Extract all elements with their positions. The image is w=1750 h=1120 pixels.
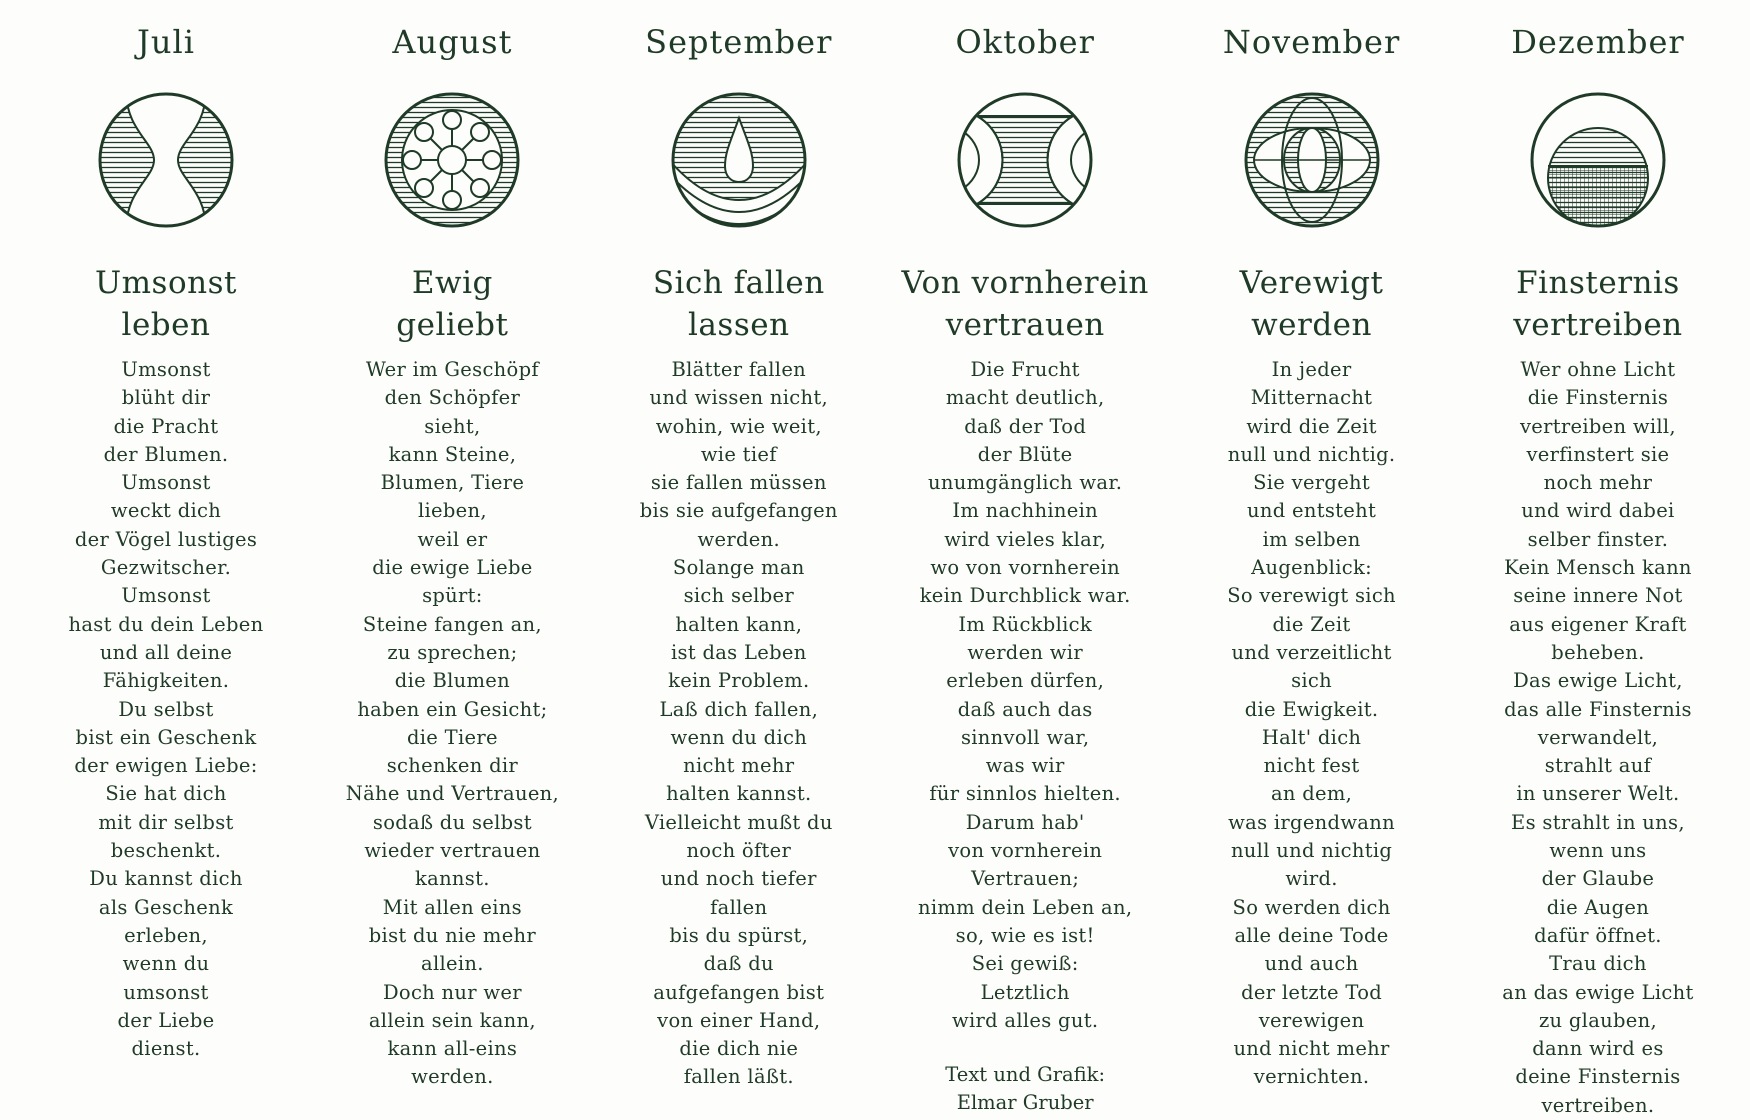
title-line: Umsonst (95, 265, 237, 301)
poem-line: kein Problem. (668, 669, 810, 693)
poem-line: fallen läßt. (683, 1065, 794, 1089)
poem-line: halten kann, (675, 612, 803, 636)
poem-line: die Tiere (406, 725, 498, 749)
poem-line: als Geschenk (98, 895, 234, 919)
poem-line: Halt' dich (1261, 725, 1362, 749)
poem-title (902, 262, 1149, 346)
poem-line: sinnvoll war, (960, 725, 1090, 749)
poem-line: Im nachhinein (952, 499, 1098, 523)
poem-line: wenn du dich (670, 725, 808, 749)
poem-line: weil er (417, 527, 488, 551)
poem-line: erleben dürfen, (946, 669, 1105, 693)
column-dezember (1468, 0, 1728, 1117)
poem-line: die Blumen (394, 669, 510, 693)
poem-line: hast du dein Leben (68, 612, 264, 636)
poem-line: zu sprechen; (387, 640, 518, 664)
poem-line: und wissen nicht, (649, 386, 828, 410)
poem-line: was wir (985, 754, 1065, 778)
poem-line: Sei gewiß: (971, 952, 1079, 976)
title-line: Ewig (411, 265, 493, 301)
poem-line: Es strahlt in uns, (1511, 810, 1685, 834)
title-line: leben (121, 307, 211, 343)
month-heading: Oktober (955, 23, 1095, 61)
poem-text (1227, 356, 1396, 1092)
poem-line: kein Durchblick war. (919, 584, 1131, 608)
poem-text (346, 356, 559, 1092)
poem-line: Wer ohne Licht (1520, 358, 1676, 381)
poem-line: der letzte Tod (1241, 980, 1383, 1004)
poem-line: der ewigen Liebe: (74, 754, 258, 778)
poem-line: wird die Zeit (1246, 414, 1377, 438)
poem-line: So werden dich (1232, 895, 1391, 919)
poem-line: In jeder (1271, 358, 1352, 381)
poem-line: und verzeitlicht (1231, 640, 1392, 664)
poem-line: nicht fest (1263, 754, 1360, 778)
poem-line: kann all-eins (387, 1037, 518, 1061)
poem-line: nimm dein Leben an, (917, 895, 1133, 919)
poem-line: und all deine (99, 640, 233, 664)
poem-line: die Pracht (113, 414, 219, 438)
credit-note (945, 1061, 1105, 1118)
poem-line: deine Finsternis (1515, 1065, 1681, 1089)
poem-line: fallen (710, 895, 768, 919)
poem-line: und nicht mehr (1233, 1037, 1390, 1061)
poem-line: der Liebe (117, 1008, 215, 1032)
poem-line: haben ein Gesicht; (357, 697, 548, 721)
poem-line: daß der Tod (964, 414, 1087, 438)
poem-line: wie tief (700, 442, 777, 466)
poem-line: noch mehr (1543, 471, 1653, 495)
poem-line: an dem, (1270, 782, 1353, 806)
poem-line: dienst. (131, 1037, 201, 1061)
poem-line: bist ein Geschenk (75, 725, 257, 749)
poem-title (653, 262, 825, 346)
poem-line: mit dir selbst (98, 810, 234, 834)
poem-line: und noch tiefer (660, 867, 817, 891)
poem-line: Umsonst (121, 358, 211, 381)
poem-line: erleben, (124, 923, 208, 947)
poem-line: dann wird es (1532, 1037, 1664, 1061)
poem-line: an das ewige Licht (1502, 980, 1694, 1004)
poem-line: schenken dir (386, 754, 519, 778)
month-heading: Juli (137, 23, 195, 61)
poem-line: die Zeit (1272, 612, 1351, 636)
poem-line: vernichten. (1253, 1065, 1370, 1089)
title-line: Sich fallen (652, 265, 825, 301)
poem-line: die ewige Liebe (372, 556, 533, 580)
column-juli (36, 0, 296, 1110)
poem-line: macht deutlich, (945, 386, 1105, 410)
title-line: geliebt (396, 307, 509, 343)
poem-line: noch öfter (686, 839, 792, 863)
poem-line: für sinnlos hielten. (929, 782, 1121, 806)
poem-line: null und nichtig (1230, 839, 1393, 863)
poem-line: umsonst (123, 980, 209, 1004)
poem-line: aus eigener Kraft (1509, 612, 1687, 636)
poem-line: Du kannst dich (89, 867, 243, 891)
poem-line: werden. (697, 527, 780, 551)
poem-line: und wird dabei (1521, 499, 1675, 523)
poem-line: beheben. (1551, 640, 1645, 664)
poem-line: Wer im Geschöpf (365, 358, 539, 381)
poem-line: allein sein kann, (368, 1008, 536, 1032)
poem-line: weckt dich (110, 499, 222, 523)
title-line: vertreiben (1513, 307, 1683, 343)
month-heading: Dezember (1511, 23, 1685, 61)
poem-line: null und nichtig. (1227, 442, 1396, 466)
poem-line: Umsonst (121, 584, 211, 608)
title-line: vertrauen (945, 307, 1105, 343)
poem-line: bis du spürst, (669, 923, 809, 947)
poem-line: der Blumen. (103, 442, 229, 466)
poem-line: und auch (1264, 952, 1359, 976)
poem-line: Sie vergeht (1253, 471, 1371, 495)
poem-line: Steine fangen an, (362, 612, 542, 636)
poem-line: spürt: (422, 584, 483, 608)
poem-line: seine innere Not (1513, 584, 1683, 608)
poem-line: Augenblick: (1251, 556, 1372, 580)
poem-line: Du selbst (118, 697, 214, 721)
poem-line: Mit allen eins (382, 895, 522, 919)
poem-line: Vertrauen; (971, 867, 1080, 891)
poem-line: daß du (703, 952, 774, 976)
poem-line: vertreiben. (1541, 1093, 1655, 1117)
poem-title (1240, 262, 1384, 346)
poem-line: selber finster. (1527, 527, 1669, 551)
poem-line: ist das Leben (670, 640, 807, 664)
title-line: Von vornherein (901, 265, 1149, 301)
month-heading: August (392, 23, 513, 61)
poem-line: zu glauben, (1538, 1008, 1657, 1032)
poem-line: im selben (1262, 527, 1361, 551)
poem-line: Letztlich (980, 980, 1070, 1004)
poem-line: Gezwitscher. (100, 556, 232, 580)
poem-line: der Blüte (977, 442, 1073, 466)
poem-line: Im Rückblick (958, 612, 1092, 636)
poem-line: was irgendwann (1228, 810, 1395, 834)
poem-line: den Schöpfer (384, 386, 521, 410)
title-line: lassen (688, 307, 790, 343)
poem-line: wo von vornherein (930, 556, 1120, 580)
poem-line: daß auch das (957, 697, 1093, 721)
poem-line: die dich nie (679, 1037, 799, 1061)
poem-line: unumgänglich war. (928, 471, 1123, 495)
title-line: Finsternis (1516, 265, 1680, 301)
poem-line: allein. (421, 952, 484, 976)
poem-line: sich (1291, 669, 1333, 693)
poem-line: blüht dir (121, 386, 211, 410)
poem-line: werden. (411, 1065, 494, 1089)
poem-line: werden wir (967, 640, 1083, 664)
poem-line: wohin, wie weit, (655, 414, 822, 438)
poem-line: dafür öffnet. (1534, 923, 1662, 947)
poem-line: wird vieles klar, (944, 527, 1107, 551)
poem-line: Vielleicht mußt du (644, 810, 833, 834)
poem-line: Die Frucht (970, 358, 1080, 381)
poem-line: der Glaube (1541, 867, 1655, 891)
poem-line: Nähe und Vertrauen, (345, 782, 560, 806)
poem-line: Solange man (672, 556, 805, 580)
poem-line: der Vögel lustiges (74, 527, 258, 551)
poem-line: von vornherein (948, 839, 1103, 863)
poem-line: sieht, (424, 414, 481, 438)
column-september (609, 0, 869, 1110)
poem-line: bis sie aufgefangen (639, 499, 838, 523)
poem-line: beschenkt. (110, 839, 222, 863)
credit-line: Elmar Gruber (956, 1091, 1094, 1115)
poem-line: Laß dich fallen, (659, 697, 819, 721)
column-november (1182, 0, 1442, 1110)
crescent-arcs-emblem (955, 90, 1095, 230)
poem-line: kann Steine, (388, 442, 517, 466)
poem-line: Umsonst (121, 471, 211, 495)
poem-line: Fähigkeiten. (102, 669, 230, 693)
column-august (322, 0, 582, 1110)
poem-line: bist du nie mehr (368, 923, 537, 947)
eclipse-emblem (1528, 90, 1668, 230)
poem-line: so, wie es ist! (955, 923, 1095, 947)
poem-text (918, 356, 1132, 1035)
poem-line: Darum hab' (965, 810, 1085, 834)
poem-line: wenn du (122, 952, 210, 976)
poem-line: verwandelt, (1537, 725, 1659, 749)
credit-line: Text und Grafik: (945, 1063, 1106, 1087)
month-heading: September (645, 23, 833, 61)
poem-title (95, 262, 237, 346)
poem-line: sich selber (683, 584, 794, 608)
poem-title (396, 262, 508, 346)
poem-line: aufgefangen bist (653, 980, 825, 1004)
poem-line: wird. (1285, 867, 1338, 891)
poem-line: sie fallen müssen (650, 471, 827, 495)
poem-line: Das ewige Licht, (1513, 669, 1683, 693)
falling-drop-emblem (669, 90, 809, 230)
poem-line: Mitternacht (1250, 386, 1373, 410)
poem-line: nicht mehr (683, 754, 795, 778)
poem-line: die Ewigkeit. (1244, 697, 1379, 721)
poem-line: verewigen (1258, 1008, 1365, 1032)
poem-line: Blätter fallen (671, 358, 807, 381)
poem-line: So verewigt sich (1227, 584, 1396, 608)
poem-line: in unserer Welt. (1516, 782, 1680, 806)
poem-line: Trau dich (1549, 952, 1647, 976)
title-line: Verewigt (1239, 265, 1384, 301)
eye-ellipses-emblem (1242, 90, 1382, 230)
poem-text (69, 356, 264, 1063)
poem-line: und entsteht (1247, 499, 1377, 523)
poem-line: wird alles gut. (951, 1008, 1099, 1032)
poem-text (1502, 356, 1693, 1120)
poem-line: sodaß du selbst (372, 810, 532, 834)
poem-line: das alle Finsternis (1504, 697, 1692, 721)
poem-line: Blumen, Tiere (380, 471, 525, 495)
poem-line: Doch nur wer (382, 980, 522, 1004)
poem-line: Sie hat dich (105, 782, 227, 806)
flower-network-emblem (382, 90, 522, 230)
poem-line: strahlt auf (1544, 754, 1652, 778)
column-oktober (895, 0, 1155, 1115)
poem-line: verfinstert sie (1526, 442, 1670, 466)
poem-line: die Finsternis (1527, 386, 1669, 410)
poem-line: die Augen (1546, 895, 1650, 919)
poem-line: lieben, (417, 499, 487, 523)
poem-line: halten kannst. (666, 782, 812, 806)
poem-text (640, 356, 838, 1092)
poem-line: vertreiben will, (1519, 414, 1676, 438)
hourglass-emblem (96, 90, 236, 230)
poem-line: wieder vertrauen (364, 839, 541, 863)
poem-line: alle deine Tode (1234, 923, 1389, 947)
poem-line: von einer Hand, (657, 1008, 821, 1032)
poem-line: Kein Mensch kann (1504, 556, 1692, 580)
month-heading: November (1222, 23, 1401, 61)
poem-line: kannst. (415, 867, 490, 891)
title-line: werden (1251, 307, 1372, 343)
poem-title (1513, 262, 1682, 346)
poem-line: wenn uns (1549, 839, 1647, 863)
